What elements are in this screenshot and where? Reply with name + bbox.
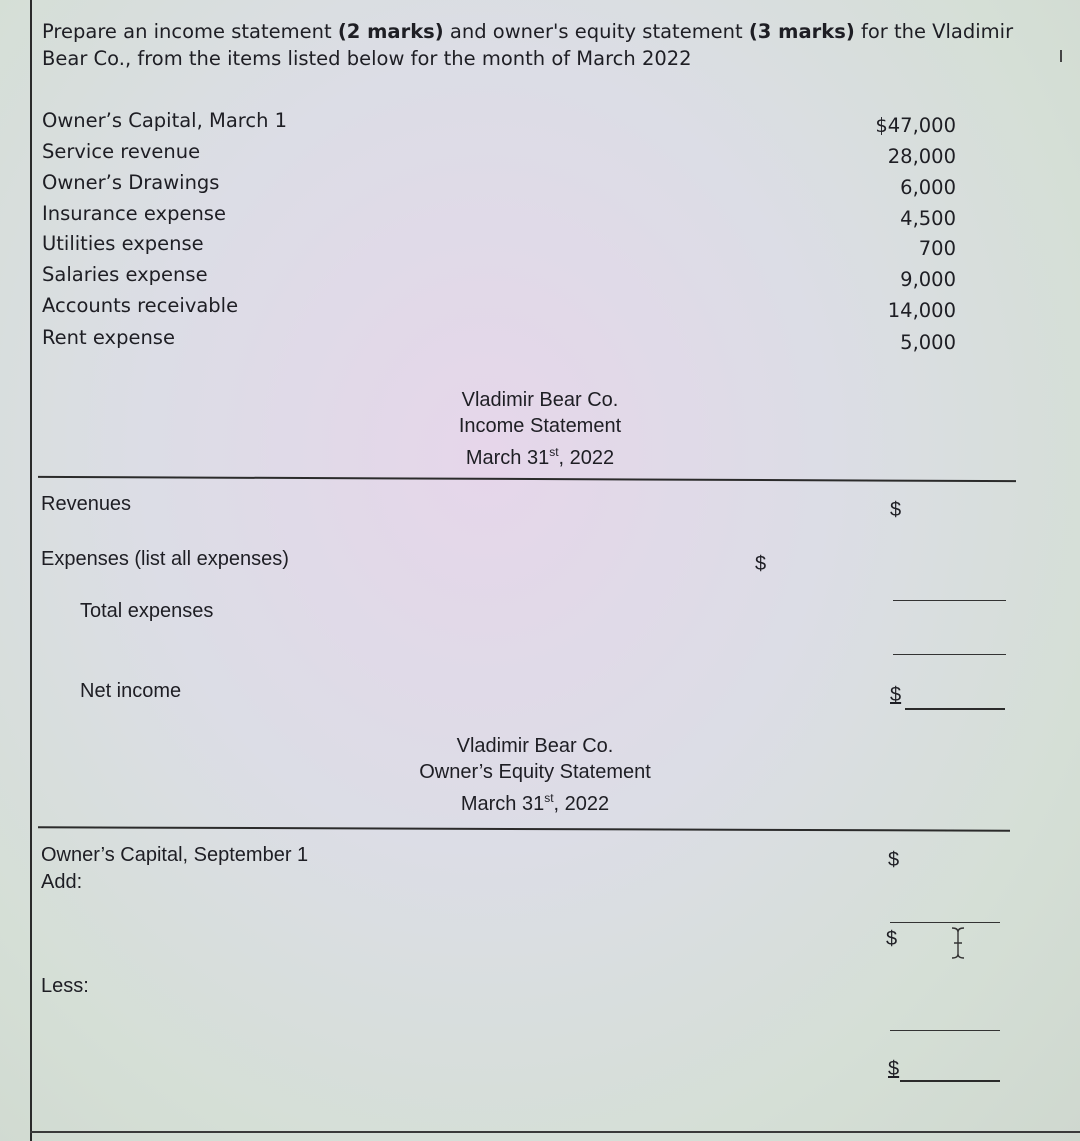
item-value: 6,000: [900, 176, 956, 199]
revenues-label: Revenues: [41, 493, 132, 515]
item-label: Utilities expense: [42, 232, 204, 255]
capital-label: Owner’s Capital, September 1: [41, 844, 309, 866]
item-label: Service revenue: [42, 140, 201, 163]
expenses-label: Expenses (list all expenses): [41, 548, 289, 570]
item-value: 9,000: [900, 268, 956, 291]
income-statement-rule: [38, 476, 1016, 482]
item-value: $47,000: [875, 114, 956, 137]
expenses-dollar: $: [755, 553, 767, 575]
total-expenses-line: [893, 600, 1006, 601]
item-label: Rent expense: [42, 326, 175, 349]
less-label: Less:: [41, 975, 89, 997]
item-label: Owner’s Capital, March 1: [42, 109, 288, 132]
ending-capital-double-line: [900, 1080, 1000, 1082]
equity-statement-heading: [395, 733, 675, 817]
add-label: Add:: [41, 871, 83, 893]
net-income-label: Net income: [80, 680, 182, 702]
instructions: Prepare an income statement (2 marks) and owner's equity statement (3 marks) for the Vladimir Bear Co., from the items listed below for the month of March 2022: [42, 20, 1014, 70]
item-value: 700: [918, 237, 956, 260]
item-label: Salaries expense: [42, 263, 208, 286]
company-name: Vladimir Bear Co.: [461, 389, 619, 411]
equity-statement-rule: [38, 826, 1010, 831]
statement-title: Income Statement: [458, 415, 622, 437]
net-income-double-line: [905, 708, 1005, 710]
subtotal-line: [893, 654, 1006, 655]
net-income-dollar: $: [890, 684, 902, 706]
revenues-dollar: $: [890, 499, 902, 521]
item-label: Owner’s Drawings: [42, 171, 220, 194]
page-bottom-border: [30, 1131, 1080, 1133]
item-label: Insurance expense: [42, 202, 226, 225]
total-expenses-label: Total expenses: [80, 600, 214, 622]
item-value: 14,000: [887, 299, 956, 322]
page-left-border: [30, 0, 32, 1141]
text-cursor-icon: [946, 926, 970, 960]
page-right-mark: [1060, 50, 1062, 62]
ending-capital-dollar: $: [888, 1058, 900, 1080]
statement-date: March 31st, 2022: [460, 791, 610, 815]
income-statement-heading: [430, 387, 650, 471]
less-subtotal-line: [890, 1030, 1000, 1031]
add-subtotal-line: [890, 922, 1000, 923]
capital-dollar: $: [888, 849, 900, 871]
statement-date: March 31st, 2022: [465, 445, 615, 469]
item-value: 5,000: [900, 331, 956, 354]
add-subtotal-dollar: $: [886, 928, 898, 950]
item-value: 4,500: [900, 207, 956, 230]
item-label: Accounts receivable: [42, 294, 239, 317]
statement-title: Owner’s Equity Statement: [419, 761, 651, 783]
item-value: 28,000: [887, 145, 956, 168]
company-name: Vladimir Bear Co.: [456, 735, 614, 757]
